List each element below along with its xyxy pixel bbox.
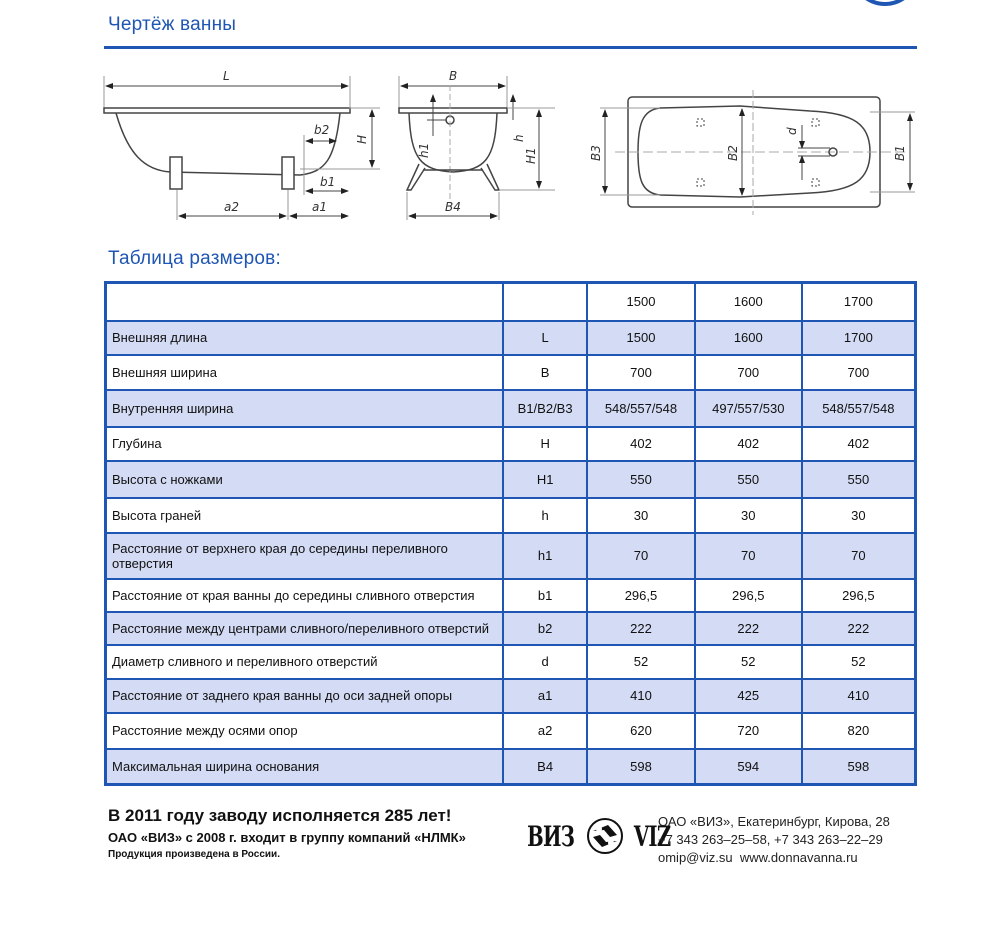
table-row: [106, 645, 916, 679]
row-label: Расстояние от верхнего края до середины переливного отверстия: [106, 533, 504, 579]
dim-label-B1: B1: [893, 145, 907, 161]
dim-label-b1: b1: [320, 175, 336, 189]
table-row: [106, 498, 916, 533]
footer-info: [108, 806, 466, 860]
dim-label-B3: B3: [589, 145, 603, 161]
row-value: 52: [695, 645, 802, 679]
dim-label-B: B: [449, 69, 458, 83]
row-label: Расстояние между осями опор: [106, 713, 504, 749]
row-symbol: h1: [503, 533, 587, 579]
row-value: 52: [587, 645, 695, 679]
viz-logo: [517, 812, 679, 860]
row-label: Диаметр сливного и переливного отверстий: [106, 645, 504, 679]
table-row: [106, 612, 916, 645]
row-symbol: h: [503, 498, 587, 533]
header-cell: [503, 283, 587, 321]
anniversary-headline: В 2011 году заводу исполняется 285 лет!: [108, 806, 452, 825]
top-view-drawing: [580, 85, 920, 220]
row-label: Высота граней: [106, 498, 504, 533]
dimensions-table: [104, 281, 917, 786]
row-label: Расстояние от края ванны до середины сливного отверстия: [106, 579, 504, 612]
row-value: 402: [802, 427, 916, 461]
dim-label-d: d: [785, 127, 799, 135]
row-symbol: B1/B2/B3: [503, 390, 587, 427]
logo-text-cyrillic: ВИЗ: [527, 819, 575, 853]
row-value: 296,5: [587, 579, 695, 612]
dim-label-L: L: [223, 69, 230, 83]
row-value: 70: [587, 533, 695, 579]
table-row: [106, 749, 916, 785]
row-value: 700: [802, 355, 916, 390]
company-address: ОАО «ВИЗ», Екатеринбург, Кирова, 28: [658, 814, 890, 829]
table-title: Таблица размеров:: [108, 248, 281, 269]
row-label: Расстояние от заднего края ванны до оси задней опоры: [106, 679, 504, 713]
table-row: [106, 321, 916, 355]
row-value: 402: [695, 427, 802, 461]
table-header-row: [106, 283, 916, 321]
row-symbol: H1: [503, 461, 587, 498]
row-value: 410: [587, 679, 695, 713]
row-label: Расстояние между центрами сливного/переливного отверстий: [106, 612, 504, 645]
dim-label-h: h: [512, 134, 526, 142]
row-value: 222: [802, 612, 916, 645]
row-label: Внешняя длина: [106, 321, 504, 355]
header-cell-1500: 1500: [587, 283, 695, 321]
dim-label-a2: a2: [224, 200, 239, 214]
row-value: 1700: [802, 321, 916, 355]
row-value: 410: [802, 679, 916, 713]
brand-logo-arc: [850, 0, 920, 6]
row-value: 548/557/548: [802, 390, 916, 427]
row-symbol: d: [503, 645, 587, 679]
dim-label-H: H: [355, 134, 369, 144]
row-label: Внутренняя ширина: [106, 390, 504, 427]
dim-label-a1: a1: [312, 200, 327, 214]
header-cell: [106, 283, 504, 321]
row-value: 594: [695, 749, 802, 785]
row-symbol: b1: [503, 579, 587, 612]
header-cell-1600: 1600: [695, 283, 802, 321]
row-value: 52: [802, 645, 916, 679]
row-symbol: a2: [503, 713, 587, 749]
row-value: 620: [587, 713, 695, 749]
row-symbol: B: [503, 355, 587, 390]
row-value: 550: [587, 461, 695, 498]
row-value: 70: [695, 533, 802, 579]
dim-label-B4: B4: [445, 200, 461, 214]
table-row: [106, 713, 916, 749]
company-contacts[interactable]: omip@viz.su www.donnavanna.ru: [658, 850, 858, 865]
dim-label-H1: H1: [524, 147, 538, 164]
dim-label-b2: b2: [314, 123, 330, 137]
row-value: 296,5: [802, 579, 916, 612]
row-label: Внешняя ширина: [106, 355, 504, 390]
table-row: [106, 533, 916, 579]
table-row: [106, 390, 916, 427]
row-value: 222: [587, 612, 695, 645]
row-value: 550: [695, 461, 802, 498]
table-row: [106, 679, 916, 713]
row-value: 1600: [695, 321, 802, 355]
table-row: [106, 579, 916, 612]
row-label: Глубина: [106, 427, 504, 461]
row-value: 70: [802, 533, 916, 579]
table-row: [106, 355, 916, 390]
row-value: 30: [587, 498, 695, 533]
row-value: 296,5: [695, 579, 802, 612]
row-value: 497/557/530: [695, 390, 802, 427]
row-symbol: H: [503, 427, 587, 461]
row-symbol: L: [503, 321, 587, 355]
row-value: 700: [587, 355, 695, 390]
row-symbol: B4: [503, 749, 587, 785]
front-view-drawing: [395, 60, 555, 230]
title-divider: [104, 46, 917, 49]
row-value: 598: [802, 749, 916, 785]
viz-emblem-icon: [586, 817, 624, 855]
made-in-russia: Продукция произведена в России.: [108, 849, 280, 860]
row-value: 1500: [587, 321, 695, 355]
row-value: 820: [802, 713, 916, 749]
row-value: 548/557/548: [587, 390, 695, 427]
row-symbol: a1: [503, 679, 587, 713]
dim-label-h1: h1: [417, 142, 431, 158]
header-cell-1700: 1700: [802, 283, 916, 321]
row-value: 402: [587, 427, 695, 461]
row-label: Максимальная ширина основания: [106, 749, 504, 785]
contact-info: [658, 813, 890, 867]
row-value: 598: [587, 749, 695, 785]
company-phones: +7 343 263–25–58, +7 343 263–22–29: [658, 832, 883, 847]
logo-text-latin: VIZ: [634, 819, 671, 853]
row-value: 700: [695, 355, 802, 390]
dim-label-B2: B2: [726, 145, 740, 161]
drawing-title: Чертёж ванны: [108, 14, 237, 35]
row-symbol: b2: [503, 612, 587, 645]
row-value: 222: [695, 612, 802, 645]
side-view-drawing: [100, 60, 385, 230]
row-value: 425: [695, 679, 802, 713]
row-value: 30: [695, 498, 802, 533]
group-membership: ОАО «ВИЗ» с 2008 г. входит в группу компаний «НЛМК»: [108, 830, 466, 845]
table-row: [106, 427, 916, 461]
table-row: [106, 461, 916, 498]
row-value: 30: [802, 498, 916, 533]
row-label: Высота с ножками: [106, 461, 504, 498]
row-value: 550: [802, 461, 916, 498]
row-value: 720: [695, 713, 802, 749]
